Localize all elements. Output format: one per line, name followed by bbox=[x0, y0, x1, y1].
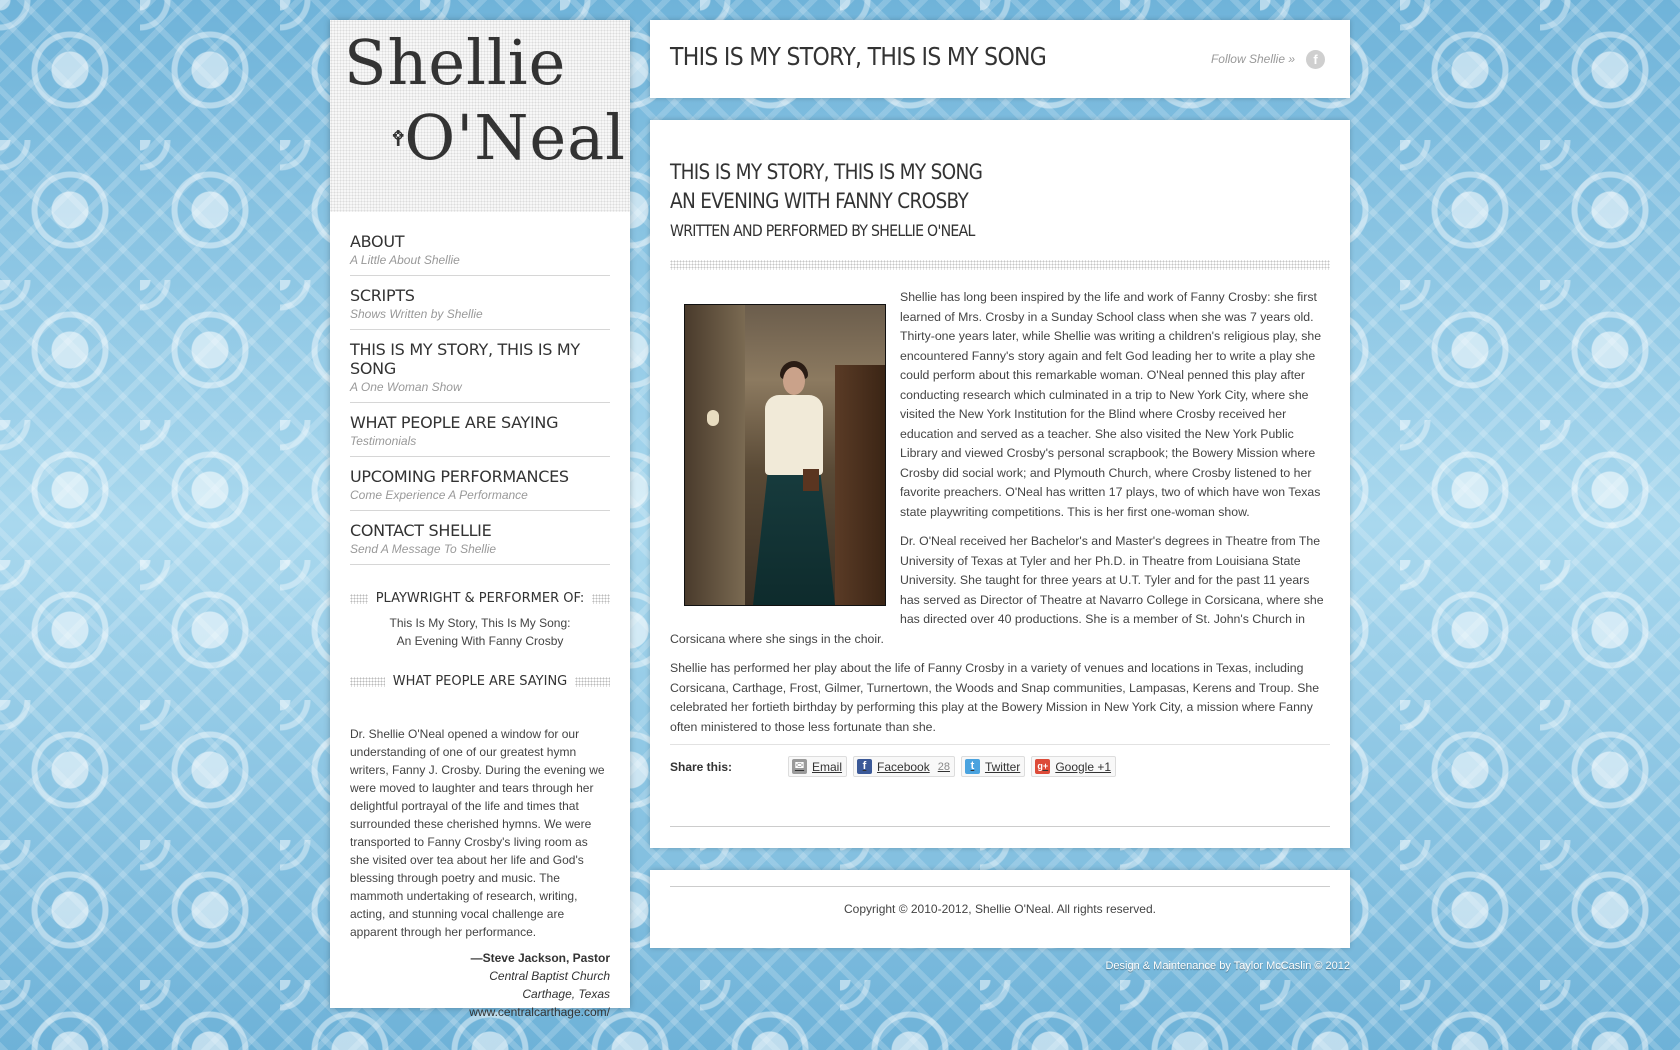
widget-heading: WHAT PEOPLE ARE SAYING bbox=[392, 674, 568, 689]
share-email-label: Email bbox=[812, 759, 843, 774]
nav-sublabel: Send A Message To Shellie bbox=[350, 542, 497, 556]
nav-label: THIS IS MY STORY, THIS IS MY SONG bbox=[350, 340, 580, 378]
nav-item-testimonials[interactable] bbox=[350, 413, 610, 457]
envelope-icon: ✉ bbox=[792, 759, 807, 774]
nav-label: WHAT PEOPLE ARE SAYING bbox=[350, 413, 559, 432]
share-facebook-button[interactable] bbox=[853, 756, 955, 777]
dotted-divider bbox=[350, 594, 368, 604]
divider bbox=[670, 826, 1330, 827]
share-bar bbox=[670, 756, 1122, 777]
dotted-divider bbox=[592, 594, 610, 604]
nav-sublabel: Come Experience A Performance bbox=[350, 488, 528, 502]
nav-item-about[interactable] bbox=[350, 232, 610, 276]
logo-surname: Neal bbox=[474, 101, 626, 174]
design-credit[interactable]: Design & Maintenance by Taylor McCaslin © 2012 bbox=[1105, 960, 1350, 972]
twitter-icon: t bbox=[965, 759, 980, 774]
attrib-church: Central Baptist Church bbox=[489, 969, 610, 983]
share-label: Share this: bbox=[670, 759, 733, 774]
facebook-icon: f bbox=[857, 759, 872, 774]
testimonial-attribution bbox=[350, 949, 610, 1021]
follow-link[interactable]: Follow Shellie » bbox=[1210, 52, 1295, 66]
nav-label: CONTACT SHELLIE bbox=[350, 521, 492, 540]
main-nav bbox=[350, 232, 610, 565]
nav-sublabel: A One Woman Show bbox=[350, 380, 462, 394]
dotted-divider bbox=[575, 677, 610, 687]
playwright-show[interactable] bbox=[350, 614, 610, 650]
share-email-button[interactable] bbox=[788, 756, 847, 777]
widget-heading: PLAYWRIGHT & PERFORMER OF: bbox=[375, 591, 585, 606]
attrib-city: Carthage, Texas bbox=[522, 987, 610, 1001]
article-paragraph: Dr. O'Neal received her Bachelor's and Master's degrees in Theatre from The University of Texas at Tyler and her Ph.D. in Theatre from Louisiana State University. She taught for three years at U.T. Tyler and for the past 11 years has served as Director of Theatre at Navarro College in Corsicana, where she has directed over 40 productions. She is a member of St. John's Church in Corsicana where she sings in the choir. bbox=[670, 534, 1324, 646]
logo-last-name-row bbox=[392, 98, 626, 178]
article-title-line1: THIS IS MY STORY, THIS IS MY SONG bbox=[670, 160, 983, 184]
celtic-cross-icon bbox=[392, 98, 404, 178]
dotted-divider bbox=[350, 677, 385, 687]
share-google-button[interactable] bbox=[1031, 756, 1116, 777]
article-title bbox=[670, 158, 982, 245]
site-logo[interactable] bbox=[330, 20, 630, 212]
article-title-line2: AN EVENING WITH FANNY CROSBY bbox=[670, 189, 969, 213]
page-footer bbox=[650, 870, 1350, 948]
widget-title-playwright bbox=[350, 591, 610, 606]
nav-label: ABOUT bbox=[350, 232, 405, 251]
logo-wordmark[interactable] bbox=[336, 26, 626, 178]
article-body bbox=[670, 288, 1330, 747]
share-twitter-label: Twitter bbox=[984, 759, 1021, 774]
logo-prefix: O' bbox=[404, 101, 475, 174]
show-title-line1: This Is My Story, This Is My Song: bbox=[389, 616, 571, 630]
attrib-name: —Steve Jackson, Pastor bbox=[470, 951, 610, 965]
divider bbox=[670, 886, 1330, 887]
show-title-line2: An Evening With Fanny Crosby bbox=[396, 634, 564, 648]
article-title-line3: WRITTEN AND PERFORMED BY SHELLIE O'NEAL bbox=[670, 221, 975, 240]
article-paragraph: Shellie has long been inspired by the life and work of Fanny Crosby: she first learned of Mrs. Crosby in a Sunday School class when she was 7 years old. Thirty-one years later, while Shellie was writing a children's religious play, she encountered Fanny's story again and felt God leading her to write a play she could perform about this remarkable woman. O'Neal penned this play after conducting research which culminated in a trip to New York City, where she visited the New York Institution for the Blind where Crosby received her education and served as a teacher. She also visited the New York Public Library and viewed Crosby's personal scrapbook; the Bowery Mission where Crosby did social work; and Plymouth Church, where Crosby listened to her favorite preachers. O'Neal has written 17 plays, two of which have won Texas state playwriting competitions. This is her first one-woman show. bbox=[900, 290, 1322, 519]
logo-first-name: Shellie bbox=[344, 26, 567, 99]
share-google-label: Google +1 bbox=[1055, 759, 1112, 774]
copyright-text: Copyright © 2010-2012, Shellie O'Neal. All rights reserved. bbox=[844, 902, 1156, 916]
attrib-url[interactable]: www.centralcarthage.com/ bbox=[469, 1005, 610, 1019]
share-facebook-count: 28 bbox=[937, 760, 950, 773]
page-title: THIS IS MY STORY, THIS IS MY SONG bbox=[670, 42, 1047, 71]
widget-title-saying bbox=[350, 674, 610, 689]
share-facebook-label: Facebook bbox=[877, 759, 930, 774]
nav-label: UPCOMING PERFORMANCES bbox=[350, 467, 569, 486]
nav-item-story-song[interactable] bbox=[350, 340, 610, 403]
nav-label: SCRIPTS bbox=[350, 286, 415, 305]
nav-sublabel: A Little About Shellie bbox=[350, 253, 460, 267]
page-header bbox=[650, 20, 1350, 98]
article-paragraph: Shellie has performed her play about the life of Fanny Crosby in a variety of venues and locations in Texas, including Corsicana, Carthage, Frost, Gilmer, Turnertown, the Woods and Snap communities, Lampasas, Kerens and Troup. She celebrated her fortieth birthday by performing this play at the Bowery Mission in New York City, a mission where Fanny often ministered to those less fortunate than she. bbox=[670, 661, 1320, 734]
nav-sublabel: Shows Written by Shellie bbox=[350, 307, 483, 321]
main-content bbox=[650, 120, 1350, 848]
nav-item-contact[interactable] bbox=[350, 521, 610, 565]
nav-sublabel: Testimonials bbox=[350, 434, 417, 448]
divider bbox=[670, 744, 1330, 745]
google-plus-icon: g+ bbox=[1035, 759, 1050, 774]
nav-item-performances[interactable] bbox=[350, 467, 610, 511]
dotted-divider bbox=[670, 260, 1330, 270]
sidebar bbox=[330, 20, 630, 1019]
facebook-icon[interactable]: f bbox=[1306, 50, 1325, 69]
testimonial-quote: Dr. Shellie O'Neal opened a window for our understanding of one of our greatest hymn writers, Fanny J. Crosby. During the evening we were moved to laughter and tears through her delightful portrayal of the life and times that surrounded these cherished hymns. We were transported to Fanny Crosby's living room as she visited over tea about her life and God's blessing through poetry and music. The mammoth undertaking of research, writing, acting, and stunning vocal challenge are apparent through her performance. bbox=[350, 727, 605, 939]
share-twitter-button[interactable] bbox=[961, 756, 1025, 777]
nav-item-scripts[interactable] bbox=[350, 286, 610, 330]
